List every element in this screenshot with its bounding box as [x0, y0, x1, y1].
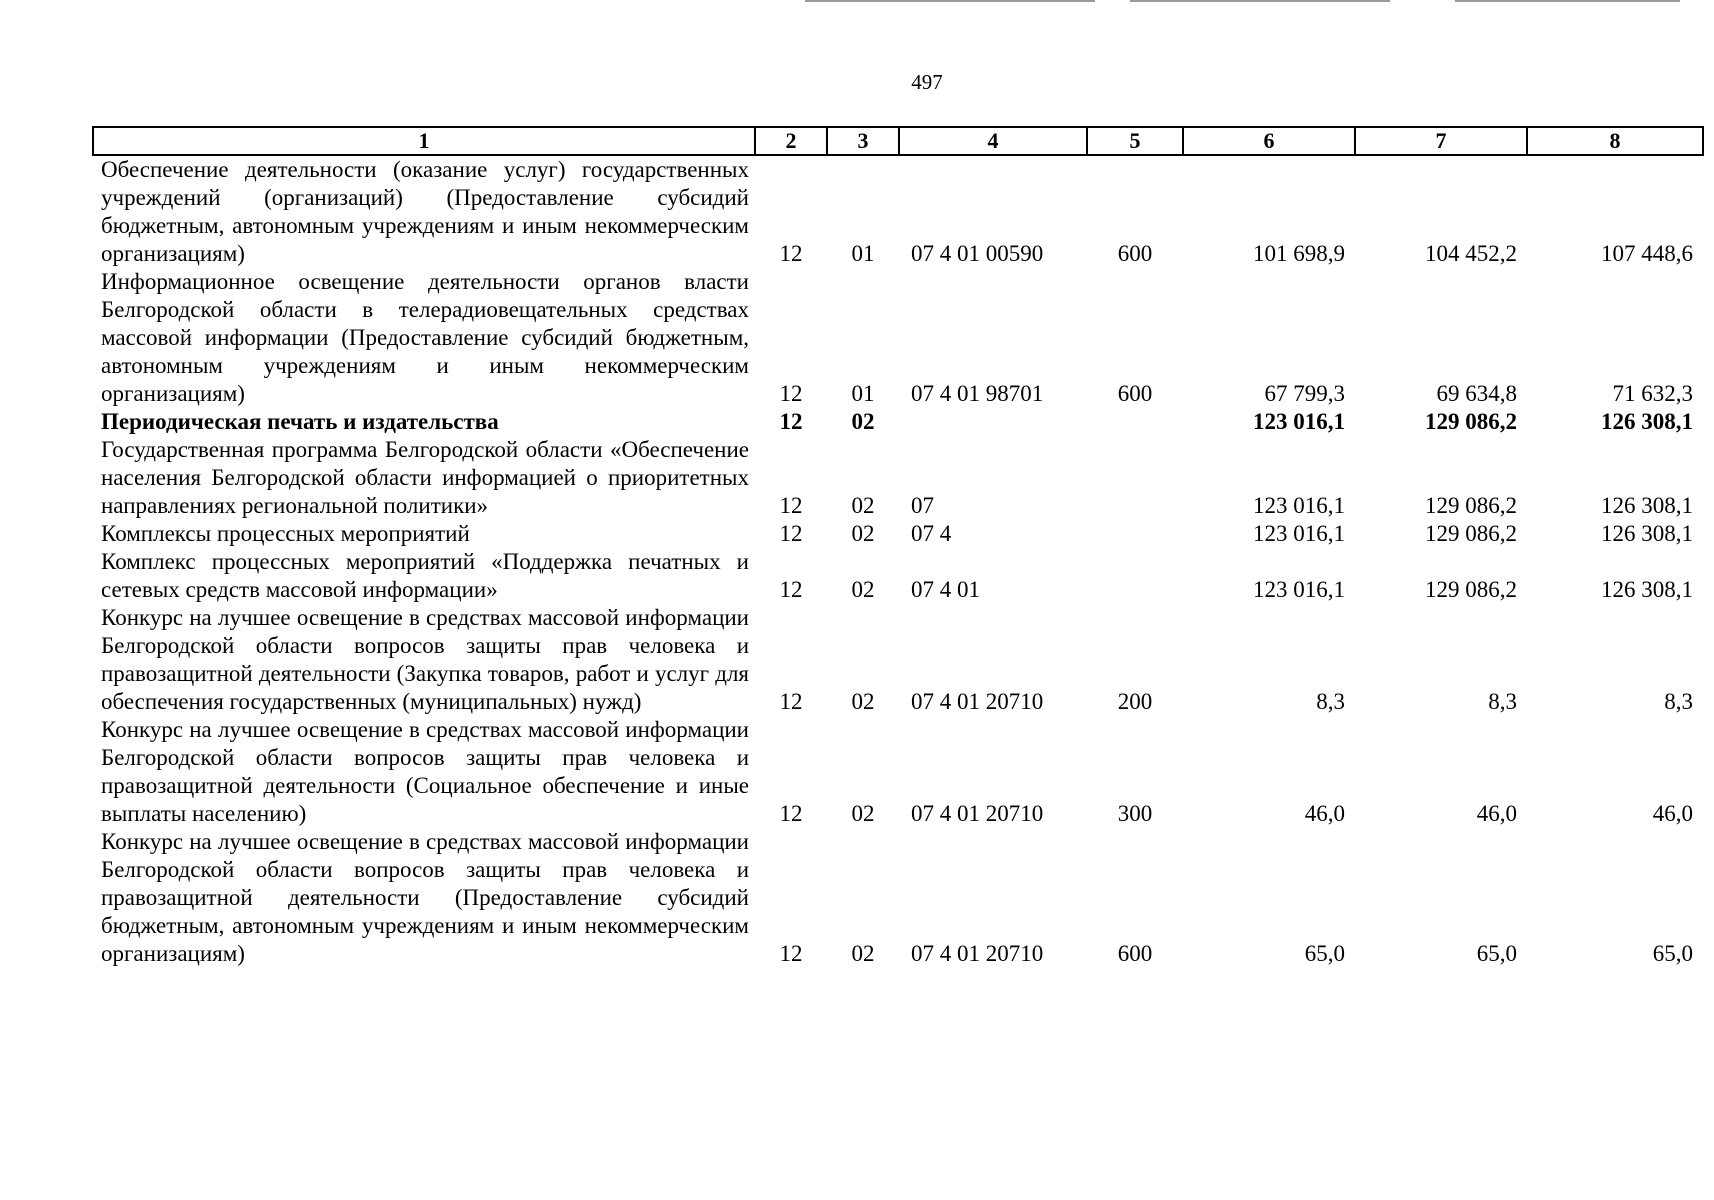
row-target-article: 07 4: [911, 521, 952, 546]
page-number: 497: [911, 70, 943, 94]
row-name: Периодическая печать и издательства: [101, 409, 499, 434]
row-target-article: 07 4 01 20710: [911, 941, 1044, 966]
table-row: [93, 436, 1703, 520]
table-row: [93, 604, 1703, 716]
row-target-article: [899, 408, 1087, 436]
row-subsection-code: 01: [851, 381, 875, 406]
table-header: [93, 127, 1703, 155]
table-body: [93, 155, 1703, 968]
row-section-code: 12: [779, 577, 803, 602]
row-name: Обеспечение деятельности (оказание услуг) государственных учреждений (организаций) (Предоставление субсидий бюджетным, автономным учреждениям и иным некоммерческим организациям): [101, 157, 749, 266]
row-target-article: 07: [911, 493, 934, 518]
row-expense-type: 600: [1117, 241, 1153, 266]
row-value-col7: 129 086,2: [1425, 521, 1517, 546]
row-name: Конкурс на лучшее освещение в средствах массовой информации Белгородской области вопросов защиты прав человека и правозащитной деятельности (Социальное обеспечение и иные выплаты населению): [101, 717, 749, 826]
row-value-col8: 107 448,6: [1601, 241, 1693, 266]
row-section-code: 12: [779, 689, 803, 714]
row-value-col6: 123 016,1: [1253, 409, 1345, 434]
row-subsection-code: 02: [851, 941, 875, 966]
table-row: [93, 155, 1703, 268]
table-row: [93, 828, 1703, 968]
row-section-code: 12: [779, 801, 803, 826]
row-expense-type: 200: [1117, 689, 1153, 714]
column-header-8: 8: [1527, 127, 1703, 155]
row-value-col6: 101 698,9: [1253, 241, 1345, 266]
table-row: [93, 268, 1703, 408]
table-row: [93, 408, 1703, 436]
budget-table: [92, 126, 1704, 968]
row-expense-type: [1087, 436, 1183, 520]
table-row: [93, 716, 1703, 828]
row-value-col8: 126 308,1: [1601, 409, 1693, 434]
row-subsection-code: 02: [851, 577, 875, 602]
column-header-7: 7: [1355, 127, 1527, 155]
row-name: Комплексы процессных мероприятий: [101, 521, 470, 546]
scan-edge-line: [805, 0, 1095, 2]
row-expense-type: 300: [1117, 801, 1153, 826]
row-value-col7: 129 086,2: [1425, 409, 1517, 434]
row-section-code: 12: [779, 941, 803, 966]
column-header-1: 1: [93, 127, 755, 155]
row-expense-type: [1087, 548, 1183, 604]
row-target-article: 07 4 01 20710: [911, 801, 1044, 826]
row-value-col7: 65,0: [1476, 941, 1517, 966]
row-expense-type: [1087, 520, 1183, 548]
row-name: Комплекс процессных мероприятий «Поддержка печатных и сетевых средств массовой информации»: [101, 549, 749, 602]
row-subsection-code: 02: [851, 689, 875, 714]
column-header-2: 2: [755, 127, 827, 155]
row-value-col8: 65,0: [1652, 941, 1693, 966]
column-header-6: 6: [1183, 127, 1355, 155]
row-subsection-code: 02: [851, 801, 875, 826]
table-row: [93, 548, 1703, 604]
row-value-col8: 46,0: [1652, 801, 1693, 826]
row-value-col6: 65,0: [1304, 941, 1345, 966]
row-expense-type: [1087, 408, 1183, 436]
row-section-code: 12: [779, 241, 803, 266]
row-name: Конкурс на лучшее освещение в средствах массовой информации Белгородской области вопросов защиты прав человека и правозащитной деятельности (Закупка товаров, работ и услуг для обеспечения государственных (муниципальных) нужд): [101, 605, 749, 714]
table-row: [93, 520, 1703, 548]
column-header-3: 3: [827, 127, 899, 155]
row-value-col8: 71 632,3: [1612, 381, 1693, 406]
row-section-code: 12: [779, 381, 803, 406]
row-target-article: 07 4 01 20710: [911, 689, 1044, 714]
row-value-col8: 126 308,1: [1601, 521, 1693, 546]
row-value-col8: 126 308,1: [1601, 577, 1693, 602]
row-value-col7: 129 086,2: [1425, 493, 1517, 518]
row-subsection-code: 02: [851, 409, 875, 434]
row-value-col7: 46,0: [1476, 801, 1517, 826]
row-section-code: 12: [779, 409, 803, 434]
row-name: Конкурс на лучшее освещение в средствах массовой информации Белгородской области вопросов защиты прав человека и правозащитной деятельности (Предоставление субсидий бюджетным, автономным учреждениям и иным некоммерческим организациям): [101, 829, 749, 966]
row-section-code: 12: [779, 493, 803, 518]
row-subsection-code: 02: [851, 493, 875, 518]
row-target-article: 07 4 01 00590: [911, 241, 1044, 266]
row-value-col6: 123 016,1: [1253, 577, 1345, 602]
row-value-col6: 67 799,3: [1264, 381, 1345, 406]
column-header-5: 5: [1087, 127, 1183, 155]
header-row: [93, 127, 1703, 155]
scan-edge-line: [1455, 0, 1680, 2]
column-header-4: 4: [899, 127, 1087, 155]
row-value-col7: 129 086,2: [1425, 577, 1517, 602]
scan-edge-line: [1130, 0, 1390, 2]
row-name: Государственная программа Белгородской области «Обеспечение населения Белгородской области информацией о приоритетных направлениях региональной политики»: [101, 437, 749, 518]
row-value-col8: 126 308,1: [1601, 493, 1693, 518]
row-value-col8: 8,3: [1664, 689, 1693, 714]
row-value-col6: 46,0: [1304, 801, 1345, 826]
row-value-col7: 8,3: [1488, 689, 1517, 714]
row-value-col7: 69 634,8: [1436, 381, 1517, 406]
row-name: Информационное освещение деятельности органов власти Белгородской области в телерадиовещательных средствах массовой информации (Предоставление субсидий бюджетным, автономным учреждениям и иным некоммерческим организациям): [101, 269, 749, 406]
row-subsection-code: 01: [851, 241, 875, 266]
row-value-col7: 104 452,2: [1425, 241, 1517, 266]
row-value-col6: 8,3: [1316, 689, 1345, 714]
row-value-col6: 123 016,1: [1253, 493, 1345, 518]
row-expense-type: 600: [1117, 381, 1153, 406]
row-expense-type: 600: [1117, 941, 1153, 966]
row-value-col6: 123 016,1: [1253, 521, 1345, 546]
row-target-article: 07 4 01 98701: [911, 381, 1044, 406]
row-section-code: 12: [779, 521, 803, 546]
row-subsection-code: 02: [851, 521, 875, 546]
row-target-article: 07 4 01: [911, 577, 980, 602]
